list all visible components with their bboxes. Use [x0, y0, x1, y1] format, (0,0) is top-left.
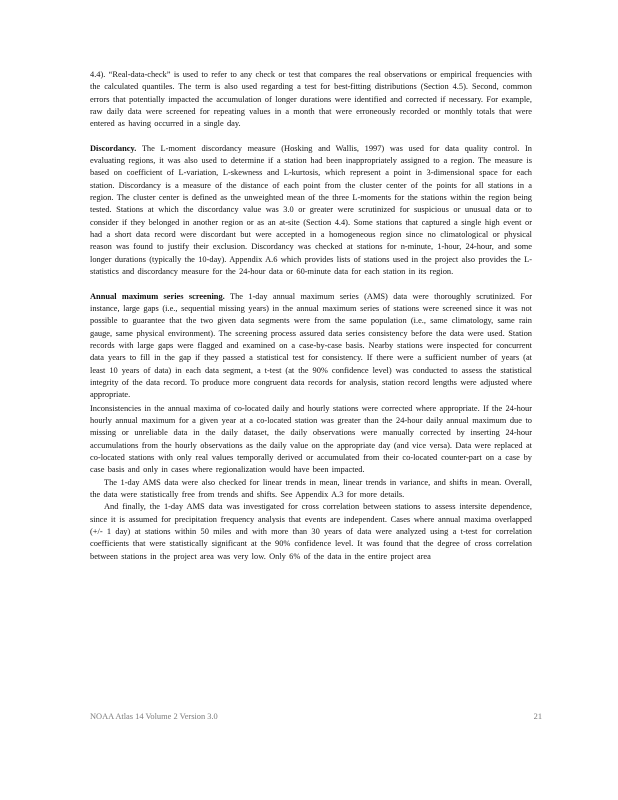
paragraph-text: Inconsistencies in the annual maxima of co-located daily and hourly stations were corrected where appropriate. If the 24-hour hourly annual maximum for a given year at a co-located station was greater than the 24-hour daily annual maximum due to missing or unreliable data in the daily dataset, the daily observations were manually corrected by inserting 24-hour accumulations from the hourly observations as the daily value on the appropriate day (and vice versa). Data were replaced at co-located stations with only real values temporally derived or accumulated from their co-located counter-part on a case by case basis and only in cases where regionalization would have been impacted. [90, 403, 532, 475]
paragraph-ams-screening [90, 291, 532, 402]
paragraph-text: The 1-day AMS data were also checked for linear trends in mean, linear trends in variance, and shifts in mean. Overall, the data were statistically free from trends and shifts. See Appendix A.3 for more details. [90, 477, 532, 499]
footer-title: NOAA Atlas 14 Volume 2 Version 3.0 [90, 712, 218, 721]
paragraph-real-data-check [90, 69, 532, 131]
paragraph-discordancy [90, 143, 532, 279]
paragraph-inconsistencies [90, 403, 532, 477]
paragraph-text: The L-moment discordancy measure (Hosking and Wallis, 1997) was used for data quality control. In evaluating regions, it was also used to determine if a station had been inappropriately assigned to a region. The measure is based on coefficient of L-variation, L-skewness and L-kurtosis, which represent a point in 3-dimensional space for each station. Discordancy is a measure of the distance of each point from the cluster center of the points for all stations in a region. The cluster center is defined as the unweighted mean of the three L-moments for the stations within the region being tested. Stations at which the discordancy value was 3.0 or greater were scrutinized for suspicious or unusual data or to consider if they belonged in another region or as an at-site (Section 4.4). Some stations that captured a single high event or had a short data record were discordant but were accepted in a homogeneous region since no climatological or physical reason was found to justify their exclusion. Discordancy was checked at stations for n-minute, 1-hour, 24-hour, and some longer durations (typically the 10-day). Appendix A.6 which provides lists of stations used in the project also provides the L-statistics and discordancy measure for the 24-hour data or 60-minute data for each station in its region. [90, 143, 532, 277]
body-text [90, 69, 532, 563]
paragraph-trends [90, 477, 532, 502]
paragraph-text: 4.4). “Real-data-check” is used to refer to any check or test that compares the real observations or empirical frequencies with the calculated quantiles. The term is also used regarding a test for best-fitting distributions (Section 4.5). Second, common errors that potentially impacted the accumulation of longer durations were identified and corrected if necessary. For example, raw daily data were screened for repeating values in a month that were erroneously recorded or monthly totals that were entered as having occurred in a single day. [90, 70, 532, 129]
paragraph-text: The 1-day annual maximum series (AMS) data were thoroughly scrutinized. For instance, large gaps (i.e., sequential missing years) in the annual maximum series of stations were screened since it was not possible to guarantee that the two given data segments were from the same population (i.e., same climatology, same rain gauge, same physical environment). The screening process assured data series consistency before the data were used. Station records with large gaps were flagged and examined on a case-by-case basis. Nearby stations were inspected for concurrent data years to fill in the gap if they passed a statistical test for consistency. If there were a sufficient number of years (at least 10 years of data) in each data segment, a t-test (at the 90% confidence level) was conducted to assess the statistical integrity of the data record. To produce more congruent data records for analysis, station record lengths were adjusted where appropriate. [90, 291, 533, 400]
paragraph-cross-correlation [90, 501, 532, 563]
paragraph-text: And finally, the 1-day AMS data was investigated for cross correlation between stations to assess intersite dependence, since it is assumed for precipitation frequency analysis that events are independent. Cases where annual maxima overlapped (+/- 1 day) at stations within 50 miles and with more than 30 years of data were analyzed using a t-test for correlation coefficients that were statistically significant at the 90% confidence level. It was found that the degree of cross correlation between stations in the project area was very low. Only 6% of the data in the entire project area [90, 502, 532, 561]
page-footer [90, 712, 542, 721]
paragraph-heading-ams-screening: Annual maximum series screening. [90, 291, 225, 301]
paragraph-heading-discordancy: Discordancy. [90, 143, 137, 153]
page-number: 21 [533, 712, 542, 721]
